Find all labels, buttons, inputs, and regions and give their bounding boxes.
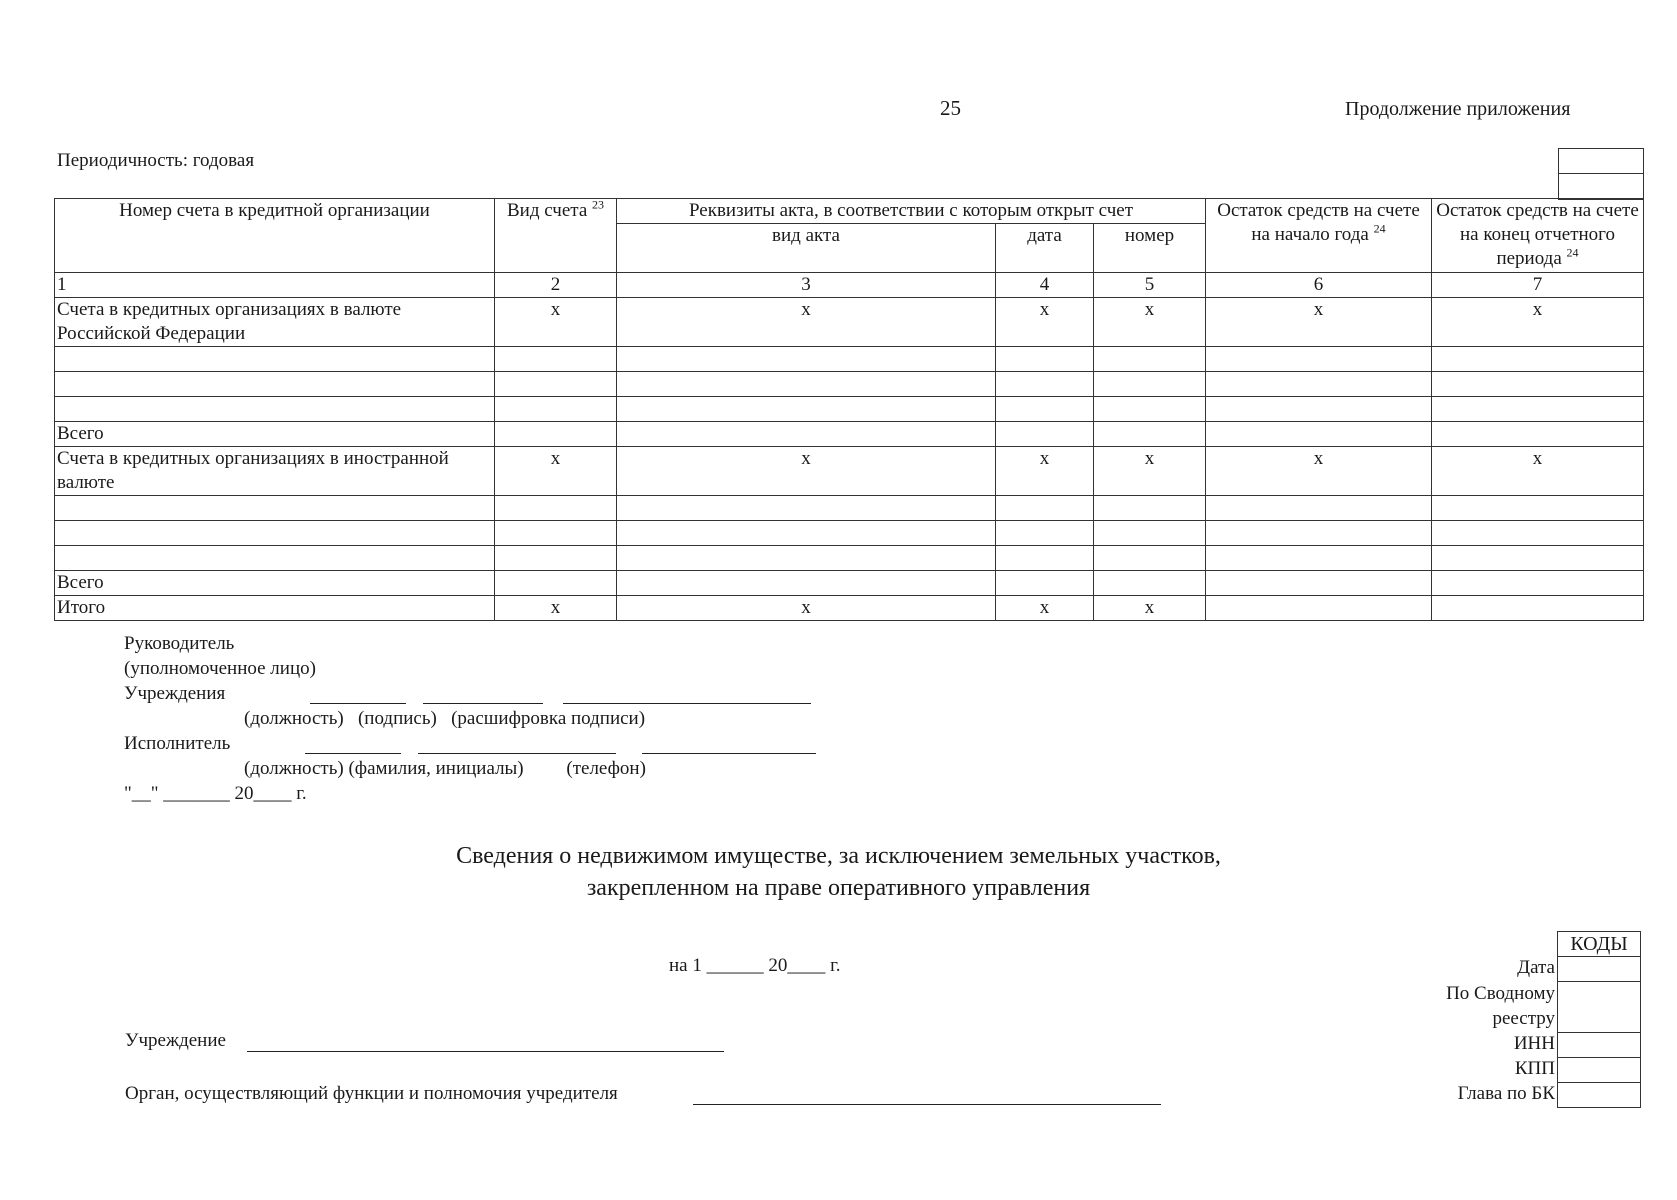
header-act-number: номер — [1094, 224, 1206, 273]
table-cell[interactable] — [495, 422, 617, 447]
executor-position-line[interactable] — [305, 753, 401, 754]
table-cell[interactable] — [55, 397, 495, 422]
code-cell-inn[interactable] — [1558, 1033, 1640, 1058]
table-cell[interactable] — [495, 546, 617, 571]
code-cell-kpp[interactable] — [1558, 1058, 1640, 1083]
table-cell[interactable] — [1206, 596, 1432, 621]
col-number: 6 — [1206, 273, 1432, 298]
x-mark: х — [996, 447, 1094, 496]
table-row — [55, 347, 1644, 372]
x-mark: х — [617, 596, 996, 621]
code-label-registry-2: реестру — [1492, 1008, 1555, 1029]
table-cell[interactable] — [1094, 546, 1206, 571]
table-row — [55, 496, 1644, 521]
code-label-inn: ИНН — [1513, 1033, 1555, 1054]
grand-total-row — [55, 596, 1644, 621]
table-row — [55, 546, 1644, 571]
table-cell[interactable] — [617, 347, 996, 372]
table-cell[interactable] — [1206, 571, 1432, 596]
x-mark: х — [1094, 298, 1206, 347]
col-number: 2 — [495, 273, 617, 298]
total-row-rub — [55, 422, 1644, 447]
code-label-registry-1: По Сводному — [1446, 983, 1555, 1004]
table-cell[interactable] — [996, 546, 1094, 571]
code-label-date: Дата — [1517, 957, 1555, 978]
x-mark: х — [996, 596, 1094, 621]
table-cell[interactable] — [1432, 397, 1644, 422]
code-cell-bk[interactable] — [1558, 1083, 1640, 1107]
table-cell[interactable] — [1094, 422, 1206, 447]
x-mark: х — [1094, 596, 1206, 621]
head-label-3: Учреждения — [124, 683, 226, 704]
date-line: "__" _______ 20____ г. — [124, 783, 307, 804]
table-cell[interactable] — [495, 347, 617, 372]
table-cell[interactable] — [1094, 496, 1206, 521]
codes-header: КОДЫ — [1558, 932, 1640, 957]
table-cell[interactable] — [617, 397, 996, 422]
x-mark: х — [996, 298, 1094, 347]
table-cell[interactable] — [617, 496, 996, 521]
x-mark: х — [495, 298, 617, 347]
total-label: Всего — [55, 571, 495, 596]
table-cell[interactable] — [617, 546, 996, 571]
table-cell[interactable] — [55, 496, 495, 521]
section-title-2: закрепленном на праве оперативного управления — [586, 875, 1091, 901]
table-cell[interactable] — [495, 521, 617, 546]
header-balance-end: Остаток средств на счете на конец отчетного периода $^{24}$ — [1432, 199, 1644, 273]
header-account-number: Номер счета в кредитной организации — [55, 199, 495, 273]
header-act-type: вид акта — [617, 224, 996, 273]
table-cell[interactable] — [1432, 571, 1644, 596]
table-row — [55, 372, 1644, 397]
table-cell[interactable] — [1432, 372, 1644, 397]
accounts-table — [54, 198, 1644, 621]
table-cell[interactable] — [1206, 347, 1432, 372]
table-row — [55, 521, 1644, 546]
x-mark: х — [1206, 298, 1432, 347]
page-number: 25 — [940, 96, 961, 120]
head-position-line[interactable] — [310, 703, 406, 704]
table-cell[interactable] — [1094, 347, 1206, 372]
table-row — [55, 397, 1644, 422]
header-account-type: Вид счета $^{23}$ — [495, 199, 617, 273]
table-cell[interactable] — [55, 347, 495, 372]
table-cell[interactable] — [996, 397, 1094, 422]
table-cell[interactable] — [55, 521, 495, 546]
head-signature-line[interactable] — [423, 703, 543, 704]
report-date: на 1 ______ 20____ г. — [669, 955, 841, 976]
x-mark: х — [1094, 447, 1206, 496]
head-label-1: Руководитель — [124, 633, 235, 654]
table-cell[interactable] — [996, 496, 1094, 521]
column-numbers-row — [55, 273, 1644, 298]
x-mark: х — [617, 298, 996, 347]
header-balance-start: Остаток средств на счете на начало года $^{24}$ — [1206, 199, 1432, 273]
table-cell[interactable] — [1206, 521, 1432, 546]
organ-label: Орган, осуществляющий функции и полномочия учредителя — [125, 1083, 618, 1104]
section-foreign-label: Счета в кредитных организациях в иностранной валюте — [55, 447, 495, 496]
table-cell[interactable] — [617, 571, 996, 596]
code-label-kpp: КПП — [1514, 1058, 1555, 1079]
code-label-bk: Глава по БК — [1457, 1083, 1555, 1104]
total-row-foreign — [55, 571, 1644, 596]
table-cell[interactable] — [996, 372, 1094, 397]
table-cell[interactable] — [495, 496, 617, 521]
grand-total-label: Итого — [55, 596, 495, 621]
x-mark: х — [1432, 298, 1644, 347]
total-label: Всего — [55, 422, 495, 447]
table-cell[interactable] — [617, 372, 996, 397]
table-cell[interactable] — [1432, 496, 1644, 521]
table-cell[interactable] — [996, 571, 1094, 596]
col-number: 3 — [617, 273, 996, 298]
table-cell[interactable] — [1094, 372, 1206, 397]
col-number: 5 — [1094, 273, 1206, 298]
table-cell[interactable] — [55, 546, 495, 571]
x-mark: х — [617, 447, 996, 496]
table-cell[interactable] — [1432, 596, 1644, 621]
table-cell[interactable] — [617, 521, 996, 546]
table-cell[interactable] — [1094, 571, 1206, 596]
executor-name-line[interactable] — [418, 753, 616, 754]
section-foreign-row — [55, 447, 1644, 496]
corner-code-box — [1558, 148, 1644, 200]
col-number: 7 — [1432, 273, 1644, 298]
x-mark: х — [495, 596, 617, 621]
table-cell[interactable] — [1206, 546, 1432, 571]
continuation-label: Продолжение приложения — [1345, 98, 1571, 120]
section-rub-row — [55, 298, 1644, 347]
table-cell[interactable] — [1094, 521, 1206, 546]
section-rub-label: Счета в кредитных организациях в валюте Российской Федерации — [55, 298, 495, 347]
head-name-line[interactable] — [563, 703, 811, 704]
table-cell[interactable] — [1206, 496, 1432, 521]
table-cell[interactable] — [1094, 397, 1206, 422]
table-cell[interactable] — [55, 372, 495, 397]
x-mark: х — [1432, 447, 1644, 496]
codes-box — [1557, 931, 1641, 1108]
code-cell-date[interactable] — [1558, 957, 1640, 982]
table-cell[interactable] — [1432, 521, 1644, 546]
table-cell[interactable] — [495, 372, 617, 397]
header-act-date: дата — [996, 224, 1094, 273]
institution-label: Учреждение — [125, 1030, 226, 1051]
table-cell[interactable] — [1206, 422, 1432, 447]
table-cell[interactable] — [1432, 422, 1644, 447]
table-cell[interactable] — [617, 422, 996, 447]
institution-line[interactable] — [247, 1051, 724, 1052]
executor-phone-line[interactable] — [642, 753, 816, 754]
table-cell[interactable] — [1432, 546, 1644, 571]
x-mark: х — [495, 447, 617, 496]
organ-line[interactable] — [693, 1104, 1161, 1105]
table-cell[interactable] — [996, 347, 1094, 372]
table-cell[interactable] — [495, 397, 617, 422]
head-label-2: (уполномоченное лицо) — [124, 658, 316, 679]
code-cell-registry[interactable] — [1558, 982, 1640, 1033]
header-act-requisites: Реквизиты акта, в соответствии с которым открыт счет — [617, 199, 1206, 224]
head-captions: (должность) (подпись) (расшифровка подписи) — [244, 708, 646, 729]
table-cell[interactable] — [1206, 397, 1432, 422]
table-cell[interactable] — [996, 422, 1094, 447]
executor-label: Исполнитель — [124, 733, 231, 754]
col-number: 1 — [55, 273, 495, 298]
col-number: 4 — [996, 273, 1094, 298]
x-mark: х — [1206, 447, 1432, 496]
table-cell[interactable] — [996, 521, 1094, 546]
table-cell[interactable] — [495, 571, 617, 596]
executor-captions: (должность) (фамилия, инициалы) (телефон) — [244, 758, 646, 779]
table-cell[interactable] — [1432, 347, 1644, 372]
periodicity-label: Периодичность: годовая — [57, 150, 255, 171]
section-title-1: Сведения о недвижимом имуществе, за исключением земельных участков, — [456, 843, 1221, 869]
table-cell[interactable] — [1206, 372, 1432, 397]
